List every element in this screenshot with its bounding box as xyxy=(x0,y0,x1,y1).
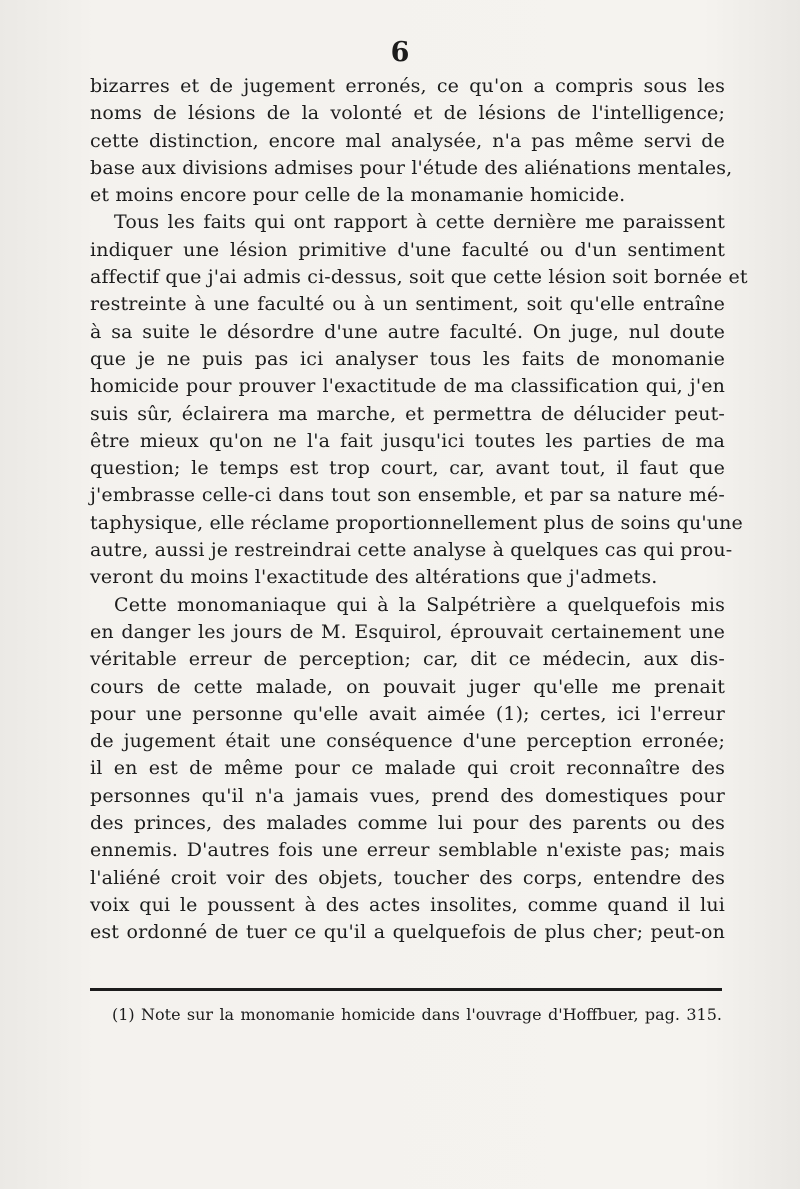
text-line: autre, aussi je restreindrai cette analyse à quelques cas qui prou- xyxy=(90,539,733,562)
text-line: ennemis. D'autres fois une erreur semblable n'existe pas; mais xyxy=(90,839,725,862)
text-line: Cette monomaniaque qui à la Salpétrière a quelquefois mis xyxy=(114,593,725,616)
text-line: l'aliéné croit voir des objets, toucher des corps, entendre des xyxy=(90,866,725,889)
text-line: Tous les faits qui ont rapport à cette dernière me paraissent xyxy=(114,211,725,234)
text-line: base aux divisions admises pour l'étude des aliénations mentales, xyxy=(90,156,733,179)
text-line: cours de cette malade, on pouvait juger qu'elle me prenait xyxy=(90,675,725,698)
text-line: question; le temps est trop court, car, avant tout, il faut que xyxy=(90,457,725,480)
footnote-rule xyxy=(90,988,722,991)
text-line: j'embrasse celle-ci dans tout son ensemble, et par sa nature mé- xyxy=(90,484,725,507)
text-line: à sa suite le désordre d'une autre faculté. On juge, nul doute xyxy=(90,320,725,343)
text-line: de jugement était une conséquence d'une perception erronée; xyxy=(90,730,725,753)
page-number: 6 xyxy=(390,37,410,68)
text-line: taphysique, elle réclame proportionnellement plus de soins qu'une xyxy=(90,511,743,534)
text-line: personnes qu'il n'a jamais vues, prend des domestiques pour xyxy=(90,784,725,807)
text-line: veront du moins l'exactitude des altérations que j'admets. xyxy=(90,566,658,589)
text-line: bizarres et de jugement erronés, ce qu'on a compris sous les xyxy=(90,75,725,97)
text-line: indiquer une lésion primitive d'une faculté ou d'un sentiment xyxy=(90,238,725,261)
text-line: restreinte à une faculté ou à un sentiment, soit qu'elle entraîne xyxy=(90,293,725,316)
text-line: que je ne puis pas ici analyser tous les faits de monomanie xyxy=(90,347,725,370)
text-line: des princes, des malades comme lui pour des parents ou des xyxy=(90,812,725,835)
text-line: affectif que j'ai admis ci-dessus, soit que cette lésion soit bornée et xyxy=(90,266,748,289)
footnote: (1) Note sur la monomanie homicide dans l'ouvrage d'Hoffbuer, pag. 315. xyxy=(112,1005,722,1024)
text-line: et moins encore pour celle de la monamanie homicide. xyxy=(90,184,626,207)
body-text xyxy=(90,73,748,947)
text-line: voix qui le poussent à des actes insolites, comme quand il lui xyxy=(90,893,725,916)
text-line: homicide pour prouver l'exactitude de ma classification qui, j'en xyxy=(90,375,725,398)
text-line: pour une personne qu'elle avait aimée (1); certes, ici l'erreur xyxy=(90,702,725,725)
text-line: il en est de même pour ce malade qui croit reconnaître des xyxy=(90,757,725,780)
text-line: cette distinction, encore mal analysée, n'a pas même servi de xyxy=(90,129,725,152)
text-line: être mieux qu'on ne l'a fait jusqu'ici toutes les parties de ma xyxy=(90,429,725,452)
text-line: est ordonné de tuer ce qu'il a quelquefois de plus cher; peut-on xyxy=(90,921,725,944)
text-line: véritable erreur de perception; car, dit ce médecin, aux dis- xyxy=(90,648,725,671)
text-line: en danger les jours de M. Esquirol, éprouvait certainement une xyxy=(90,620,725,643)
text-line: noms de lésions de la volonté et de lésions de l'intelligence; xyxy=(90,102,725,125)
text-line: suis sûr, éclairera ma marche, et permettra de délucider peut- xyxy=(90,402,725,425)
